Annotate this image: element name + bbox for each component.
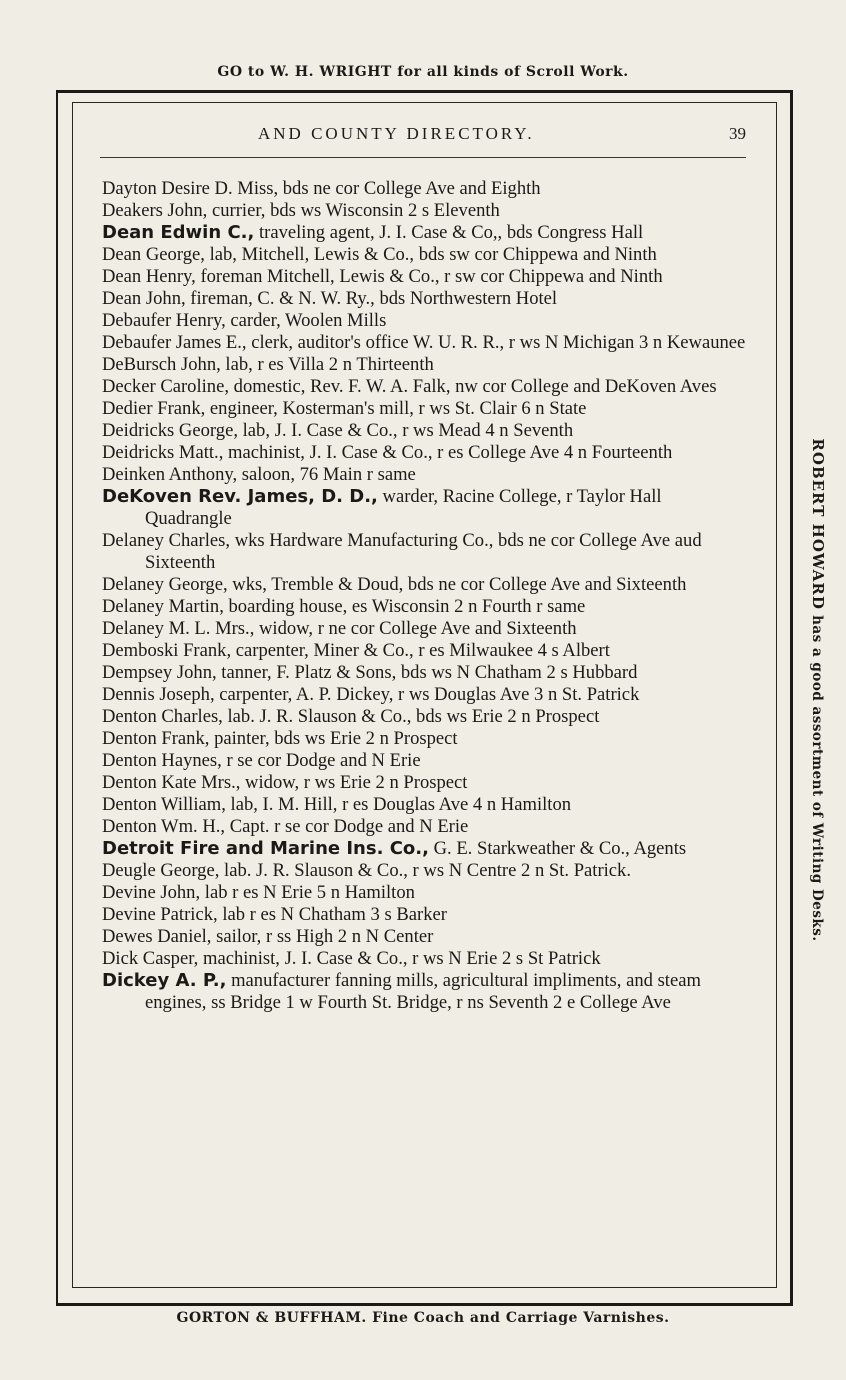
directory-entry: [102, 442, 748, 464]
directory-entry: [102, 354, 748, 376]
directory-entry: [102, 332, 748, 354]
entry-name: DeKoven Rev. James, D. D.,: [102, 486, 378, 507]
entry-name: Debaufer Henry,: [102, 310, 226, 331]
footer-advertisement: GORTON & BUFFHAM. Fine Coach and Carriage Varnishes.: [176, 1310, 670, 1326]
entry-details: fireman, C. & N. W. Ry., bds Northwestern Hotel: [185, 288, 558, 309]
header-advertisement: GO to W. H. WRIGHT for all kinds of Scroll Work.: [217, 64, 629, 80]
entry-details: wks Hardware Manufacturing Co., bds ne cor College Ave aud Sixteenth: [145, 530, 702, 573]
directory-entry: [102, 794, 748, 816]
entry-name: Denton Frank,: [102, 728, 210, 749]
directory-entry: [102, 904, 748, 926]
entry-details: engineer, Kosterman's mill, r ws St. Clair 6 n State: [205, 398, 587, 419]
entry-details: sailor, r ss High 2 n N Center: [211, 926, 434, 947]
entry-details: saloon, 76 Main r same: [237, 464, 416, 485]
entry-name: Detroit Fire and Marine Ins. Co.,: [102, 838, 429, 859]
directory-entry: [102, 618, 748, 640]
side-advertisement-name: ROBERT HOWARD: [809, 438, 827, 610]
entry-details: Capt. r se cor Dodge and N Erie: [225, 816, 469, 837]
directory-entry: [102, 200, 748, 222]
entry-name: Delaney Charles,: [102, 530, 231, 551]
directory-entry: [102, 772, 748, 794]
entry-name: Dempsey John,: [102, 662, 217, 683]
entry-details: carder, Woolen Mills: [225, 310, 387, 331]
directory-entry: [102, 420, 748, 442]
entry-name: Denton William,: [102, 794, 226, 815]
page-number: 39: [729, 124, 746, 143]
directory-entry: [102, 222, 748, 244]
directory-entry: [102, 948, 748, 970]
directory-entry: [102, 464, 748, 486]
directory-entry: [102, 860, 748, 882]
entry-details: machinist, J. I. Case & Co., r es College Ave 4 n Fourteenth: [223, 442, 673, 463]
entry-details: lab, J. I. Case & Co., r ws Mead 4 n Seventh: [237, 420, 574, 441]
entry-name: Dean George,: [102, 244, 205, 265]
entry-details: Mrs., widow, r ws Erie 2 n Prospect: [196, 772, 468, 793]
entry-name: Dewes Daniel,: [102, 926, 212, 947]
header-rule: [100, 157, 746, 158]
entry-details: carpenter, Miner & Co., r es Milwaukee 4 s Albert: [231, 640, 610, 661]
directory-entry: [102, 310, 748, 332]
entry-details: lab, Mitchell, Lewis & Co., bds sw cor Chippewa and Ninth: [204, 244, 657, 265]
directory-entry: [102, 288, 748, 310]
entry-details: lab, I. M. Hill, r es Douglas Ave 4 n Hamilton: [225, 794, 572, 815]
entry-details: r se cor Dodge and N Erie: [221, 750, 421, 771]
directory-entry: [102, 970, 748, 1014]
entry-name: Deakers John,: [102, 200, 208, 221]
directory-entry: [102, 486, 748, 530]
entry-name: Deugle George,: [102, 860, 220, 881]
entry-details: wks, Tremble & Doud, bds ne cor College Ave and Sixteenth: [227, 574, 687, 595]
entry-details: painter, bds ws Erie 2 n Prospect: [209, 728, 458, 749]
directory-entry: [102, 816, 748, 838]
entry-details: foreman Mitchell, Lewis & Co., r sw cor Chippewa and Ninth: [195, 266, 663, 287]
entry-name: Dean Edwin C.,: [102, 222, 255, 243]
directory-entry: [102, 266, 748, 288]
directory-entry: [102, 684, 748, 706]
entry-details: boarding house, es Wisconsin 2 n Fourth r same: [223, 596, 586, 617]
entry-details: lab r es N Chatham 3 s Barker: [217, 904, 447, 925]
directory-entry: [102, 750, 748, 772]
entry-details: carpenter, A. P. Dickey, r ws Douglas Ave 3 n St. Patrick: [214, 684, 640, 705]
entry-name: Denton Haynes,: [102, 750, 222, 771]
entry-details: traveling agent, J. I. Case & Co,, bds Congress Hall: [254, 222, 644, 243]
directory-entry: [102, 706, 748, 728]
directory-entry: [102, 530, 748, 574]
entry-name: Deidricks George,: [102, 420, 238, 441]
directory-entry: [102, 398, 748, 420]
entry-name: Delaney George,: [102, 574, 228, 595]
entry-details: warder, Racine College, r Taylor Hall Quadrangle: [145, 486, 662, 529]
entry-name: Dean John,: [102, 288, 186, 309]
directory-entry: [102, 376, 748, 398]
entry-details: clerk, auditor's office W. U. R. R., r ws N Michigan 3 n Kewaunee: [246, 332, 746, 353]
directory-entry: [102, 178, 748, 200]
directory-entries: [102, 178, 748, 1014]
directory-entry: [102, 574, 748, 596]
entry-name: Devine Patrick,: [102, 904, 218, 925]
directory-entry: [102, 728, 748, 750]
directory-entry: [102, 640, 748, 662]
entry-details: currier, bds ws Wisconsin 2 s Eleventh: [207, 200, 500, 221]
entry-name: Dayton Desire D.: [102, 178, 233, 199]
entry-details: lab. J. R. Slauson & Co., bds ws Erie 2 n Prospect: [222, 706, 600, 727]
entry-name: Debaufer James E.,: [102, 332, 247, 353]
entry-name: Decker Caroline,: [102, 376, 229, 397]
entry-details: Mrs., widow, r ne cor College Ave and Sixteenth: [210, 618, 577, 639]
entry-name: Dickey A. P.,: [102, 970, 227, 991]
entry-details: manufacturer fanning mills, agricultural impliments, and steam engines, ss Bridge 1 w Fourth St. Bridge, r ns Seventh 2 e College Ave: [145, 970, 701, 1013]
entry-name: Delaney M. L.: [102, 618, 211, 639]
entry-name: DeBursch John,: [102, 354, 221, 375]
entry-name: Dean Henry,: [102, 266, 196, 287]
entry-details: lab r es N Erie 5 n Hamilton: [200, 882, 415, 903]
entry-name: Devine John,: [102, 882, 201, 903]
entry-details: G. E. Starkweather & Co., Agents: [428, 838, 687, 859]
entry-details: tanner, F. Platz & Sons, bds ws N Chatham 2 s Hubbard: [216, 662, 638, 683]
directory-entry: [102, 838, 748, 860]
entry-name: Denton Kate: [102, 772, 197, 793]
entry-name: Deidricks Matt.,: [102, 442, 224, 463]
entry-name: Demboski Frank,: [102, 640, 232, 661]
entry-details: Miss, bds ne cor College Ave and Eighth: [232, 178, 541, 199]
directory-entry: [102, 662, 748, 684]
entry-details: lab, r es Villa 2 n Thirteenth: [220, 354, 434, 375]
side-advertisement-text: has a good assortment of Writing Desks.: [809, 609, 825, 942]
outer-page-border-right: [790, 90, 793, 1306]
entry-name: Deinken Anthony,: [102, 464, 238, 485]
entry-name: Denton Wm. H.,: [102, 816, 226, 837]
entry-name: Delaney Martin,: [102, 596, 224, 617]
entry-details: lab. J. R. Slauson & Co., r ws N Centre 2 n St. Patrick.: [219, 860, 632, 881]
running-head: AND COUNTY DIRECTORY.: [258, 124, 535, 143]
entry-name: Dennis Joseph,: [102, 684, 215, 705]
entry-name: Denton Charles,: [102, 706, 223, 727]
directory-entry: [102, 596, 748, 618]
entry-name: Dick Casper,: [102, 948, 199, 969]
entry-details: machinist, J. I. Case & Co., r ws N Erie 2 s St Patrick: [198, 948, 601, 969]
directory-entry: [102, 926, 748, 948]
entry-name: Dedier Frank,: [102, 398, 206, 419]
directory-entry: [102, 244, 748, 266]
entry-details: domestic, Rev. F. W. A. Falk, nw cor College and DeKoven Aves: [229, 376, 717, 397]
directory-entry: [102, 882, 748, 904]
side-advertisement: [809, 438, 827, 941]
